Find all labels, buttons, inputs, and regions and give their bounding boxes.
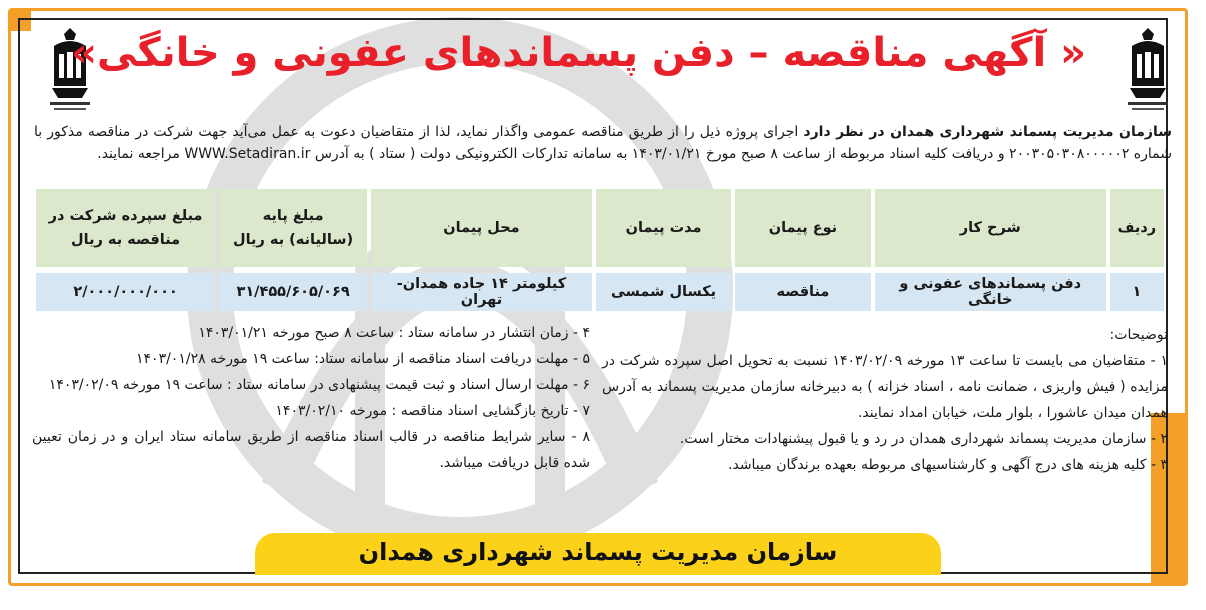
table-header-row xyxy=(36,189,1164,267)
cell-base-amount: ۳۱/۴۵۵/۶۰۵/۰۶۹ xyxy=(219,273,367,311)
header-base-amount xyxy=(219,189,367,267)
header-deposit xyxy=(36,189,215,267)
intro-organization: سازمان مدیریت پسماند شهرداری همدان در نظر دارد xyxy=(803,124,1172,140)
note-item-6: ۶ - مهلت ارسال اسناد و ثبت قیمت پیشنهادی در سامانه ستاد : ساعت ۱۹ مورخه ۱۴۰۳/۰۲/۰۹ xyxy=(48,377,590,393)
header-contract-location: محل پیمان xyxy=(371,189,592,267)
announcement-title: « آگهی مناقصه – دفن پسماندهای عفونی و خانگی» xyxy=(71,30,1086,76)
note-item-7: ۷ - تاریخ بازگشایی اسناد مناقصه : مورخه ۱۴۰۳/۰۲/۱۰ xyxy=(275,403,590,419)
header-contract-type: نوع پیمان xyxy=(735,189,870,267)
header-base-amount-line1: مبلغ پایه xyxy=(262,208,324,224)
note-item-2: ۲ - سازمان مدیریت پسماند شهرداری همدان در رد و یا قبول پیشنهادات مختار است. xyxy=(679,431,1168,447)
cell-contract-duration: یکسال شمسی xyxy=(596,273,731,311)
tender-table xyxy=(32,183,1168,317)
cell-row-number: ۱ xyxy=(1110,273,1164,311)
cell-contract-location: کیلومتر ۱۴ جاده همدان- تهران xyxy=(371,273,592,311)
notes-left-column xyxy=(32,320,590,476)
footer-organization-name: سازمان مدیریت پسماند شهرداری همدان xyxy=(358,538,838,566)
note-item-1: ۱ - متقاضیان می بایست تا ساعت ۱۳ مورخه ۱۴۰۳/۰۲/۰۹ نسبت به تحویل اصل سپرده شرکت در مزایده ( فیش واریزی ، ضمانت نامه ، اسناد خزانه ) به دبیرخانه سازمان مدیریت پسماند به آدرس همدان میدان عاشورا ، بلوار ملت، خیابان امداد نمایند. xyxy=(602,353,1168,421)
cell-contract-type: مناقصه xyxy=(735,273,870,311)
header-contract-duration: مدت پیمان xyxy=(596,189,731,267)
intro-text: اجرای پروژه ذیل را از طریق مناقصه عمومی واگذار نماید، لذا از متقاضیان دعوت به عمل می‌آید جهت شرکت در مناقصه مذکور با شماره ۲۰۰۳۰۵۰۳۰۸۰۰۰۰۰۲ و دریافت کلیه اسناد مربوطه از ساعت ۸ صبح مورخ ۱۴۰۳/۰۱/۲۱ به سامانه تدارکات الکترونیکی دولت ( ستاد ) به آدرس WWW.Setadiran.ir مراجعه نمایند. xyxy=(34,124,1172,162)
intro-paragraph xyxy=(34,121,1172,165)
header-row-number: ردیف xyxy=(1110,189,1164,267)
note-item-3: ۳ - کلیه هزینه های درج آگهی و کارشناسیهای مربوطه بعهده برندگان میباشد. xyxy=(728,457,1168,473)
note-item-8: ۸ - سایر شرایط مناقصه در قالب اسناد مناقصه از طریق سامانه ستاد ایران و در زمان تعیین شده قابل دریافت میباشد. xyxy=(32,429,590,471)
cell-description: دفن پسماندهای عفونی و خانگی xyxy=(875,273,1106,311)
header-base-amount-line2: (سالیانه) به ریال xyxy=(233,232,354,248)
cell-deposit: ۲/۰۰۰/۰۰۰/۰۰۰ xyxy=(36,273,215,311)
header-description: شرح کار xyxy=(875,189,1106,267)
notes-title: توضیحات: xyxy=(1109,327,1168,343)
notes-right-column xyxy=(602,322,1168,478)
header-deposit-line2: مناقصه به ریال xyxy=(71,232,181,248)
header-deposit-line1: مبلغ سپرده شرکت در xyxy=(48,208,203,224)
note-item-5: ۵ - مهلت دریافت اسناد مناقصه از سامانه ستاد: ساعت ۱۹ مورخه ۱۴۰۳/۰۱/۲۸ xyxy=(136,351,590,367)
municipality-emblem-icon xyxy=(1124,26,1172,116)
table-row xyxy=(36,273,1164,311)
note-item-4: ۴ - زمان انتشار در سامانه ستاد : ساعت ۸ صبح مورخه ۱۴۰۳/۰۱/۲۱ xyxy=(198,325,590,341)
